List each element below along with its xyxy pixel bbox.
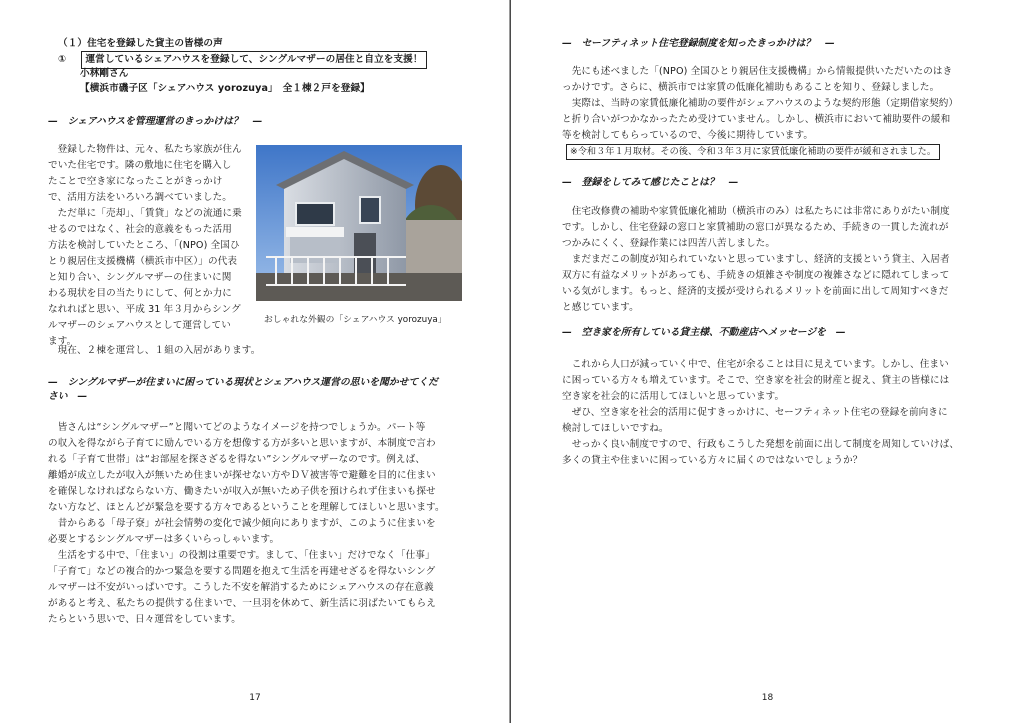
text-line: 離婚が成立したが収入が無いため住まいが探せない方やＤＶ被害等で避難を目的に住まい [48,470,436,481]
text-line: に困っている方々も増えています。そこで、空き家を社会的財産と捉え、貸主の皆様には [562,375,950,386]
text-line: 検討してほしいですね。 [562,423,669,434]
text-line: と感じています。 [562,302,639,313]
text-line: わる現状を目の当たりにして、何とか力に [48,288,232,299]
person-name: 小林剛さん [80,68,129,79]
section-label: （１）住宅を登録した貸主の皆様の声 [58,38,223,49]
property-location: 【横浜市磯子区「シェアハウス yorozuya」 全１棟２戸を登録】 [80,83,370,94]
text-line: せっかく良い制度ですので、行政もこうした発想を前面に出して制度を周知していけば、 [562,439,960,450]
text-line: です。しかし、住宅登録の窓口と家賃補助の窓口が異なるため、手続きの一貫した流れが [562,222,949,233]
text-line: つかみにくく、登録作業には四苦八苦しました。 [562,238,776,249]
text-line: と折り合いがつかなかったため受けていません。しかし、横浜市において補助要件の緩和 [562,114,951,125]
page-number-left: 17 [249,693,261,703]
text-line: たらという思いで、日々運営をしています。 [48,614,241,625]
house-exterior-illustration [256,145,462,301]
text-line: 登録した物件は、元々、私たち家族が住ん [57,144,242,155]
text-line: と知り合い、シングルマザーの住まいに関 [48,272,232,283]
text-line: を確保しなければならない方、働きたいが収入が無いため子供を預けられず住まいも探せ [48,486,436,497]
text-line: いる気がします。もっと、経済的支援が受けられるメリットを前面に出して周知すべきだ [562,286,949,297]
text-line: なれればと思い、平成 31 年３月からシング [48,304,241,315]
heading-single-mother-housing [48,376,468,404]
text-line: 昔からある「母子寮」が社会情勢の変化で減少傾向にありますが、このように住まいを [48,518,436,529]
text-line: まだまだこの制度が知られていないと思っていますし、経済的支援という貸主、入居者 [562,254,950,265]
photo-caption: おしゃれな外観の「シェアハウス yorozuya」 [264,315,447,325]
paragraph-message-to-owners [562,357,974,469]
heading-message-to-owners: — 空き家を所有している貸主様、不動産店へメッセージを — [562,327,846,338]
text-line: これから人口が減っていく中で、住宅が余ることは目に見えています。しかし、住まい [562,359,949,370]
text-line: 先にも述べました「(NPO) 全国ひとり親居住支援機構」から情報提供いただいたのはき [562,66,953,77]
text-line: 方法を検討していたところ、「(NPO) 全国ひ [48,240,240,251]
heading-how-learned-system: — セーフティネット住宅登録制度を知ったきっかけは？ — [562,38,835,49]
paragraph-single-mother-housing [48,420,468,628]
text-line: 「子育て」などの複合的かつ緊急を要する問題を抱えて生活を再建せざるを得ないシング [48,566,436,577]
text-line: で、活用方法をいろいろ調べていました。 [48,192,232,203]
paragraph-current-status: 現在、２棟を運営し、１組の入居があります。 [57,345,261,356]
text-line: たことで空き家になったことがきっかけ [48,176,223,187]
heading-line: — シングルマザーが住まいに困っている現状とシェアハウス運営の思いを聞かせてくだ [48,377,438,388]
text-line: 空き家を社会的に活用してほしいと思っています。 [562,391,785,402]
text-line: の収入を得ながら子育てに励んでいる方を想像する方が多いと思いますが、本制度で言わ [48,438,436,449]
text-line: ただ単に「売却」、「賃貸」などの流通に乗 [57,208,242,219]
heading-registration-impressions: — 登録をしてみて感じたことは？ — [562,177,739,188]
page-number-right: 18 [761,693,774,703]
share-house-photo [256,145,462,301]
text-line: 多くの貸主や住まいに困っている方々に届くのではないでしょうか？ [562,455,863,466]
paragraph-how-learned-system [562,64,974,144]
text-line: 双方に有益なメリットがあっても、手続きの煩雑さや制度の複雑さなどに隠れてしまって [562,270,950,281]
paragraph-management-motivation [48,142,253,350]
text-line: があると考え、私たちの提供する住まいで、一旦羽を休めて、新生活に羽ばたいてもらえ [48,598,436,609]
text-line: っかけです。さらに、横浜市では家賃の低廉化補助もあることを知り、登録しました。 [562,82,940,93]
text-line: ます。 [48,336,77,347]
text-line: ない方など、ほとんどが緊急を要する方々であるということを理解してほしいと思います。 [48,502,445,513]
item-title-box: 運営しているシェアハウスを登録して、シングルマザーの居住と自立を支援！ [81,51,426,69]
text-line: れる「子育て世帯」は“お部屋を探さざるを得ない”シングルマザーなのです。例えば、 [48,454,426,465]
text-line: ぜひ、空き家を社会的活用に促すきっかけに、セーフティネット住宅の登録を前向きに [562,407,948,418]
interview-note-box: ※令和３年１月取材。その後、令和３年３月に家賃低廉化補助の要件が緩和されました。 [566,144,940,160]
text-line: ルマザーのシェアハウスとして運営してい [48,320,231,331]
page-17 [0,0,510,723]
text-line: 必要とするシングルマザーは多くいらっしゃいます。 [48,534,280,545]
item-number: ① [58,54,67,65]
text-line: 生活をする中で、「住まい」の役割は重要です。まして、「住まい」だけでなく「仕事」 [48,550,435,561]
text-line: 皆さんは“シングルマザー”と聞いてどのようなイメージを持つでしょうか。パート等 [48,422,426,433]
text-line: ルマザーは不安がいっぱいです。こうした不安を解消するためにシェアハウスの存在意義 [48,582,434,593]
heading-management-motivation: — シェアハウスを管理運営のきっかけは？ — [48,116,263,127]
text-line: とり親居住支援機構（横浜市中区）」の代表 [48,256,238,267]
text-line: せるのではなく、社会的意義をもった活用 [48,224,232,235]
heading-line: さい — [48,391,88,402]
text-line: 住宅改修費の補助や家賃低廉化補助（横浜市のみ）は私たちには非常にありがたい制度 [562,206,950,217]
text-line: 等を検討してもらっているので、今後に期待しています。 [562,130,814,141]
paragraph-registration-impressions [562,204,974,316]
text-line: 実際は、当時の家賃低廉化補助の要件がシェアハウスのような契約形態（定期借家契約） [562,98,959,109]
text-line: でいた住宅です。隣の敷地に住宅を購入し [48,160,232,171]
